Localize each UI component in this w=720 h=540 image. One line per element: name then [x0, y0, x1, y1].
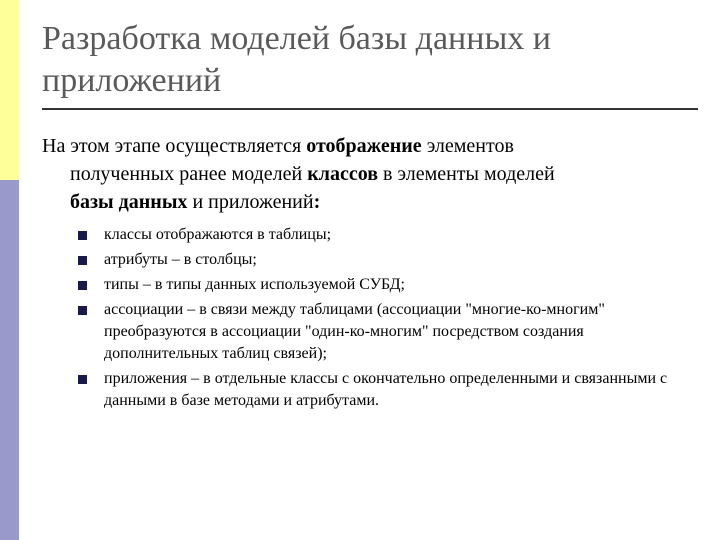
intro-bold-3: базы данных [70, 191, 188, 213]
intro-text-3: полученных ранее моделей [70, 163, 308, 185]
intro-line-3 [42, 188, 692, 216]
list-item [78, 249, 698, 271]
square-bullet-icon [78, 281, 87, 290]
intro-bold-4: : [313, 191, 321, 213]
intro-paragraph [42, 132, 692, 216]
square-bullet-icon [78, 256, 87, 265]
square-bullet-icon [78, 306, 87, 315]
list-item [78, 274, 698, 296]
intro-bold-1: отображение [306, 135, 422, 157]
intro-text-5: и приложений [187, 191, 314, 213]
bullet-text: ассоциации – в связи между таблицами (ассоциации "многие-ко-многим" преобразуются в ассоциации "один-ко-многим" посредством создания дополнительных таблиц связей); [104, 301, 605, 362]
bullet-text: классы отображаются в таблицы; [104, 226, 332, 243]
bullet-text: типы – в типы данных используемой СУБД; [104, 276, 405, 293]
bullet-text: атрибуты – в столбцы; [104, 251, 257, 268]
sidebar-purple-band [0, 180, 19, 540]
square-bullet-icon [78, 375, 87, 384]
title-divider [42, 108, 698, 110]
intro-text-2: элементов [421, 135, 514, 157]
intro-text-4: в элементы моделей [378, 163, 555, 185]
intro-line-2 [42, 160, 692, 188]
intro-text-1: На этом этапе осуществляется [42, 135, 307, 157]
sidebar-yellow-band [0, 0, 19, 180]
intro-bold-2: классов [307, 163, 379, 185]
square-bullet-icon [78, 231, 87, 240]
list-item [78, 224, 698, 246]
bullet-list [78, 224, 698, 415]
list-item [78, 368, 698, 412]
list-item [78, 299, 698, 365]
bullet-text: приложения – в отдельные классы с окончательно определенными и связанными с данными в базе методами и атрибутами. [104, 370, 668, 409]
slide-title: Разработка моделей базы данных и приложений [42, 20, 551, 99]
